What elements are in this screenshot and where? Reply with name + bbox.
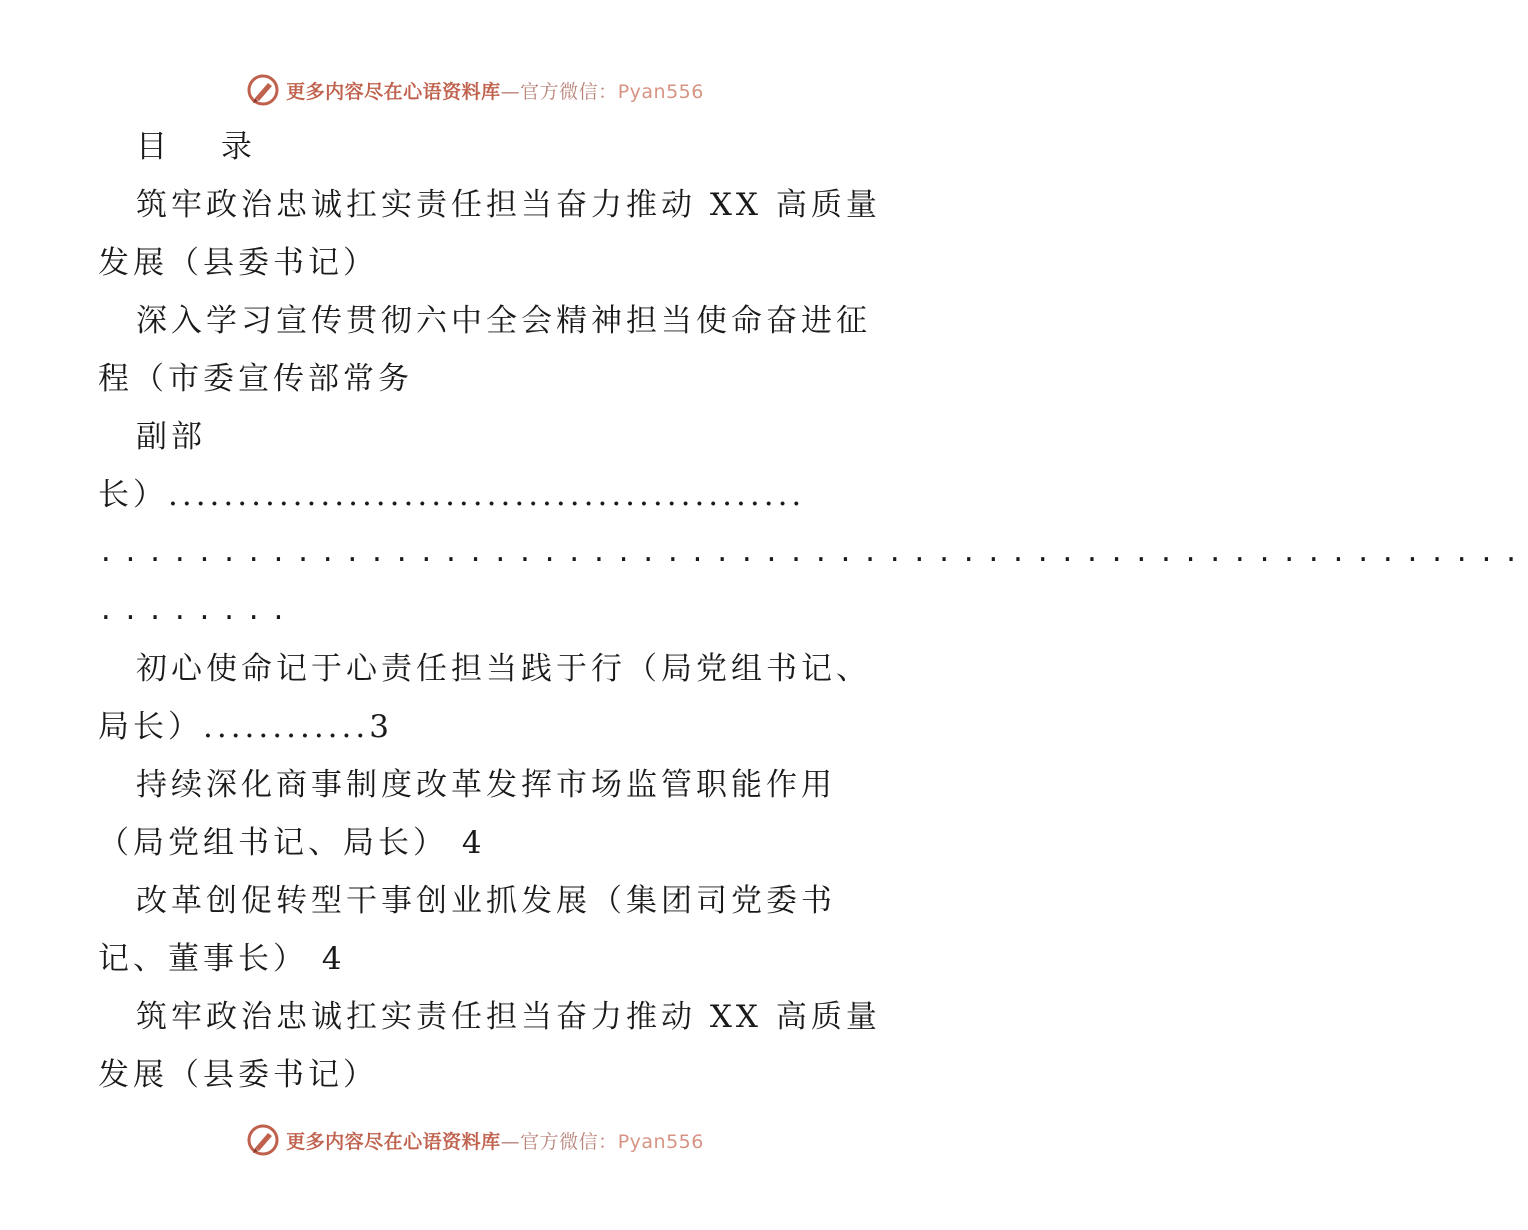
banner-brand: 更多内容尽在心语资料库 <box>286 1130 501 1153</box>
toc-entry-line: 局长）............3 <box>98 709 393 745</box>
banner-label: 官方微信： <box>520 80 618 103</box>
banner-account: Pyan556 <box>617 1130 704 1153</box>
header-watermark-banner <box>0 70 950 110</box>
pen-logo-icon <box>246 1123 280 1157</box>
toc-entry-line: 改革创促转型干事创业抓发展（集团司党委书 <box>136 883 836 919</box>
banner-dash: — <box>500 1130 521 1153</box>
toc-leader-dots: .......................................................... <box>98 538 1528 568</box>
banner-brand: 更多内容尽在心语资料库 <box>286 80 501 103</box>
toc-entry-line: 持续深化商事制度改革发挥市场监管职能作用 <box>136 767 836 803</box>
footer-watermark-banner <box>0 1120 950 1160</box>
toc-entry-line: 程（市委宣传部常务 <box>98 361 413 397</box>
toc-entry-line: 筑牢政治忠诚扛实责任担当奋力推动 XX 高质量 <box>136 187 881 223</box>
toc-entry-line: 筑牢政治忠诚扛实责任担当奋力推动 XX 高质量 <box>136 999 881 1035</box>
toc-entry-line: 发展（县委书记） <box>98 245 378 281</box>
banner-dash: — <box>500 80 521 103</box>
toc-entry-line: 副部 <box>136 419 206 455</box>
banner-account: Pyan556 <box>617 80 704 103</box>
toc-entry-line: 发展（县委书记） <box>98 1057 378 1093</box>
toc-entry-line: 记、董事长） 4 <box>98 941 346 977</box>
toc-leader-dots: ........ <box>98 596 296 626</box>
table-of-contents <box>98 118 1528 1104</box>
banner-text <box>286 1127 704 1154</box>
toc-entry-line: 长）.............................................. <box>98 477 806 513</box>
banner-label: 官方微信： <box>520 1130 618 1153</box>
toc-entry-line: 初心使命记于心责任担当践于行（局党组书记、 <box>136 651 871 687</box>
toc-entry-line: 深入学习宣传贯彻六中全会精神担当使命奋进征 <box>136 303 871 339</box>
pen-logo-icon <box>246 73 280 107</box>
banner-text <box>286 77 704 104</box>
toc-entry-line: （局党组书记、局长） 4 <box>98 825 486 861</box>
toc-title: 目 录 <box>136 129 274 165</box>
